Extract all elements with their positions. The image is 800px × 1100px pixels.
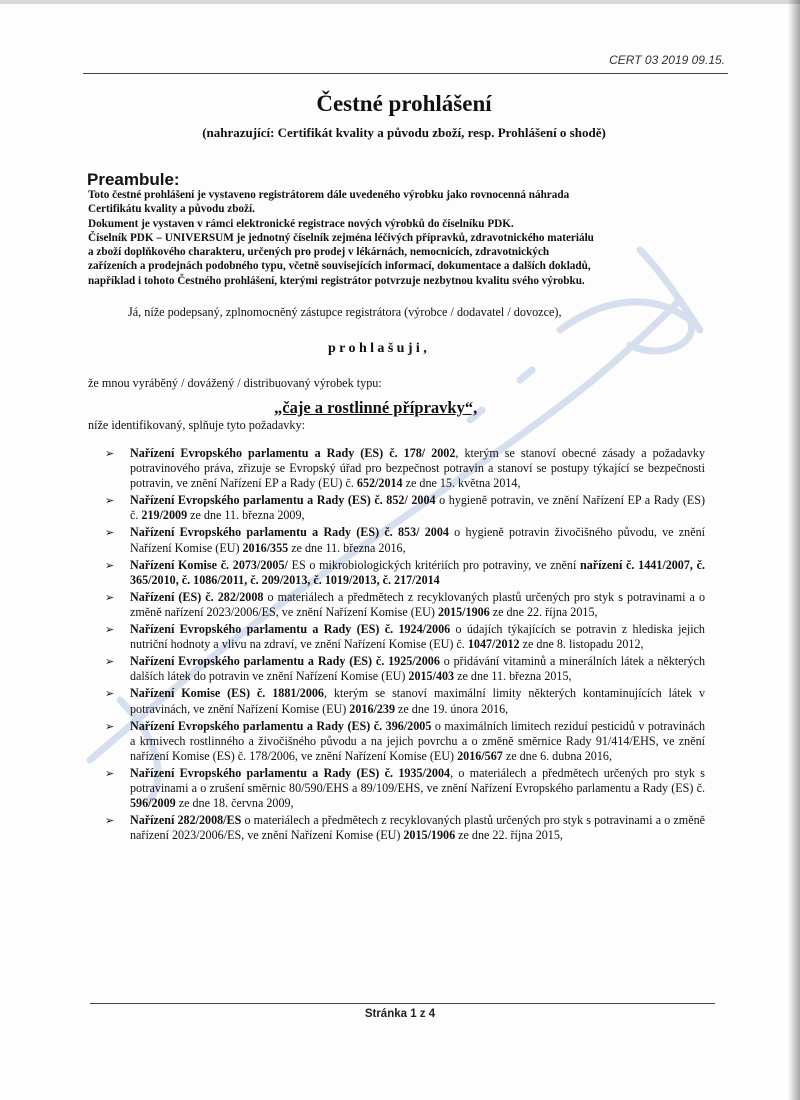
regulation-text: ze dne 8. listopadu 2012, bbox=[519, 637, 644, 652]
regulation-text: , o materiálech a předmětech určených pro styk s potravinami a o zrušení směrnic 80/590/EHS a 89/109/EHS, ve znění Nařízení Evropského parlamentu a Rady (ES) č. bbox=[130, 765, 705, 795]
document-title: Čestné prohlášení bbox=[316, 91, 492, 116]
product-type-line: že mnou vyráběný / dovážený / distribuovaný výrobek typu: bbox=[88, 376, 382, 390]
regulation-text: o údajích týkajících se potravin z hlediska jejich nutriční hodnoty a vlivu na zdraví, ve znění Nařízení Komise (EU) č. bbox=[130, 622, 705, 652]
regulation-bold-text: Nařízení Evropského parlamentu a Rady (ES) č. 1935/2004 bbox=[130, 765, 451, 780]
regulation-text: ze dne 15. května 2014, bbox=[402, 476, 521, 491]
arrow-bullet-icon: ➢ bbox=[105, 494, 115, 508]
arrow-bullet-icon: ➢ bbox=[105, 687, 115, 701]
regulation-text: ze dne 19. února 2016, bbox=[395, 701, 509, 716]
regulation-bold-text: 2016/355 bbox=[242, 540, 289, 555]
preamble-line: Toto čestné prohlášení je vystaveno registrátorem dále uvedeného výrobku jako rovnocenná náhrada bbox=[88, 189, 570, 201]
regulation-item bbox=[105, 766, 705, 811]
preamble-line: Dokument je vystaven v rámci elektronické registrace nových výrobků do číselníku PDK. bbox=[88, 217, 514, 230]
regulation-bold-text: Nařízení Evropského parlamentu a Rady (ES) č. 1924/2006 bbox=[130, 622, 451, 637]
regulation-item bbox=[105, 493, 705, 523]
regulation-text: ze dne 22. října 2015, bbox=[489, 604, 598, 619]
regulation-item bbox=[105, 622, 705, 652]
regulation-bold-text: nařízení č. 1441/2007, č. 365/2010, č. 1086/2011, č. 209/2013, č. 1019/2013, č. 217/2014 bbox=[130, 557, 705, 587]
arrow-bullet-icon: ➢ bbox=[105, 558, 115, 572]
regulation-bold-text: Nařízení Evropského parlamentu a Rady (ES) č. 396/2005 bbox=[130, 718, 432, 733]
arrow-bullet-icon: ➢ bbox=[105, 590, 115, 604]
arrow-bullet-icon: ➢ bbox=[105, 814, 115, 828]
page-number: Stránka 1 z 4 bbox=[364, 1008, 436, 1020]
regulation-bold-text: Nařízení Evropského parlamentu a Rady (ES) č. 853/ 2004 bbox=[130, 525, 449, 540]
document-subtitle: (nahrazující: Certifikát kvality a původu zboží, resp. Prohlášení o shodě) bbox=[202, 125, 606, 140]
arrow-bullet-icon: ➢ bbox=[105, 526, 115, 540]
regulation-bold-text: Nařízení 282/2008/ES bbox=[130, 813, 242, 828]
regulation-bold-text: 652/2014 bbox=[356, 476, 403, 491]
regulation-text: ze dne 11. března 2016, bbox=[288, 540, 406, 555]
regulation-text: o hygieně potravin živočišného původu, ve znění Nařízení Komise (EU) bbox=[130, 525, 705, 555]
regulation-text: o hygieně potravin, ve znění Nařízení EP a Rady (ES) č. bbox=[130, 493, 705, 523]
regulation-bold-text: Nařízení Komise č. 2073/2005/ bbox=[130, 557, 288, 572]
regulation-text: ze dne 22. října 2015, bbox=[455, 828, 563, 843]
regulation-text: ze dne 11. března 2015, bbox=[454, 669, 572, 684]
preamble-line: a zboží doplňkového charakteru, určených pro prodej v lékárnách, nemocnicích, zdravotnických bbox=[88, 246, 550, 259]
regulation-item bbox=[105, 558, 705, 588]
regulation-text: o materiálech a předmětech z recyklovaných plastů určených pro styk s potravinami a o změně nařízení 2023/2006/ES, ve znění Nařízení Komise (EU) bbox=[130, 813, 705, 843]
arrow-bullet-icon: ➢ bbox=[105, 766, 115, 780]
regulation-text: ze dne 6. dubna 2016, bbox=[502, 748, 612, 763]
regulation-bold-text: 596/2009 bbox=[130, 796, 176, 811]
regulation-item bbox=[105, 813, 705, 843]
declaration-verb: prohlašuji, bbox=[328, 341, 431, 356]
regulation-text: , kterým se stanoví maximální limity některých kontaminujících látek v potravinách, ve znění Nařízení Komise (EU) bbox=[130, 686, 706, 716]
regulation-item bbox=[105, 654, 705, 684]
regulations-list bbox=[105, 446, 705, 845]
regulation-bold-text: 219/2009 bbox=[141, 508, 188, 523]
regulation-bold-text: 2015/403 bbox=[408, 669, 455, 684]
regulation-item bbox=[105, 686, 705, 716]
preamble-line: Číselník PDK – UNIVERSUM je jednotný číselník zejména léčivých přípravků, zdravotnického materiálu bbox=[88, 231, 594, 244]
product-category: „čaje a rostlinné přípravky“, bbox=[274, 398, 478, 417]
regulation-bold-text: Nařízení Evropského parlamentu a Rady (ES) č. 178/ 2002 bbox=[130, 446, 456, 460]
arrow-bullet-icon: ➢ bbox=[105, 719, 115, 733]
regulation-text: o maximálních limitech reziduí pesticidů v potravinách a krmivech rostlinného a živočišného původu a na jejich povrchu a o změně směrnice Rady 91/414/EHS, ve znění nařízení Komise (ES) č. 178/2006, ve znění Nařízení Komise (EU) bbox=[130, 718, 705, 763]
regulation-text: o přidávání vitaminů a minerálních látek a některých dalších látek do potravin ve znění Nařízení Komise (EU) bbox=[130, 654, 705, 684]
preamble-text bbox=[88, 188, 718, 288]
regulation-bold-text: 2016/567 bbox=[457, 748, 503, 763]
arrow-bullet-icon: ➢ bbox=[105, 655, 115, 669]
regulation-text: o materiálech a předmětech z recyklovaných plastů určených pro styk s potravinami a o změně nařízení 2023/2006/ES, ve znění Nařízení Komise (EU) bbox=[130, 589, 705, 619]
scan-edge-top bbox=[0, 0, 800, 4]
preamble-heading: Preambule: bbox=[87, 170, 180, 189]
regulation-text: ze dne 11. března 2009, bbox=[187, 508, 305, 523]
preamble-line: například i tohoto Čestného prohlášení, kterými registrátor potvrzuje nezbytnou kvalitu svého výrobku. bbox=[88, 274, 585, 287]
regulation-item bbox=[105, 590, 705, 620]
arrow-bullet-icon: ➢ bbox=[105, 447, 115, 460]
regulation-bold-text: 1047/2012 bbox=[467, 637, 520, 652]
regulation-bold-text: Nařízení Komise (ES) č. 1881/2006 bbox=[130, 686, 324, 701]
regulation-bold-text: 2016/239 bbox=[349, 701, 395, 716]
regulation-item bbox=[105, 446, 705, 491]
regulation-bold-text: 2015/1906 bbox=[437, 604, 490, 619]
header-rule bbox=[83, 73, 728, 74]
regulation-bold-text: Nařízení Evropského parlamentu a Rady (ES) č. 852/ 2004 bbox=[130, 493, 436, 508]
regulation-text: , kterým se stanoví obecné zásady a požadavky potravinového práva, zřizuje se Evropský úřad pro bezpečnost potravin a stanoví se postupy týkající se bezpečnosti potravin, ve znění Nařízení EP a Rady (EU) č. bbox=[130, 446, 705, 491]
regulation-bold-text: Nařízení Evropského parlamentu a Rady (ES) č. 1925/2006 bbox=[130, 654, 440, 669]
document-code: CERT 03 2019 09.15. bbox=[609, 53, 725, 67]
regulation-item bbox=[105, 719, 705, 764]
preamble-line: zařízeních a prodejnách podobného typu, včetně souvisejících informací, dokumentace a dalších dokladů, bbox=[88, 260, 591, 273]
requirements-intro: níže identifikovaný, splňuje tyto požadavky: bbox=[88, 418, 305, 432]
regulation-bold-text: 2015/1906 bbox=[403, 828, 456, 843]
footer-rule bbox=[90, 1003, 715, 1004]
preamble-line: Certifikátu kvality a původu zboží. bbox=[88, 203, 255, 216]
regulation-bold-text: Nařízení (ES) č. 282/2008 bbox=[130, 589, 264, 604]
scan-edge-right bbox=[788, 0, 800, 1100]
regulation-text: ES o mikrobiologických kritériích pro potraviny, ve znění bbox=[287, 557, 581, 572]
regulation-text: ze dne 18. června 2009, bbox=[175, 796, 294, 811]
regulation-item bbox=[105, 525, 705, 555]
arrow-bullet-icon: ➢ bbox=[105, 623, 115, 637]
declaration-intro: Já, níže podepsaný, zplnomocněný zástupce registrátora (výrobce / dodavatel / dovozce), bbox=[128, 305, 562, 319]
